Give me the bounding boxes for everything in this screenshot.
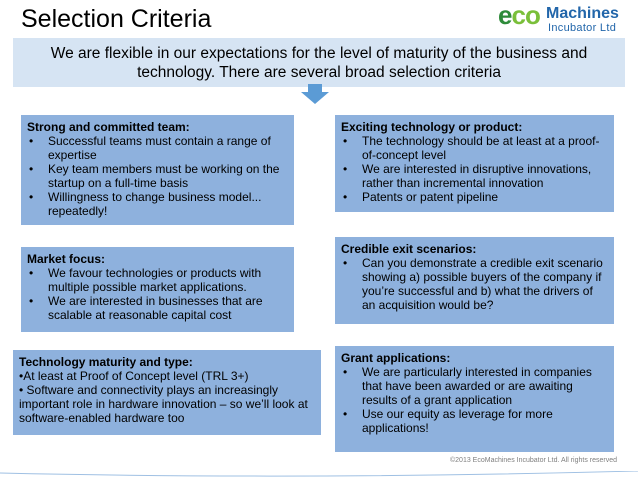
list-item: • Patents or patent pipeline	[343, 190, 499, 204]
criteria-box-grant	[335, 346, 614, 452]
slide-title: Selection Criteria	[21, 5, 212, 33]
list-item: • We favour technologies or products with multiple possible market applications.	[29, 266, 262, 294]
criteria-box-technology	[335, 115, 614, 212]
logo-tagline: Incubator Ltd	[548, 22, 617, 34]
list-item: • We are particularly interested in companies that have been awarded or are awaiting results of a grant application	[343, 365, 592, 407]
box-line: • Software and connectivity plays an increasingly important role in hardware innovation – so we’ll look at software-enabled hardware too	[19, 383, 308, 425]
list-item: • Use our equity as leverage for more applications!	[343, 407, 553, 435]
logo-name: Machines	[546, 5, 619, 22]
intro-text: We are flexible in our expectations for the level of maturity of the business and technology. There are several broad selection criteria	[50, 45, 588, 81]
intro-band	[13, 38, 625, 87]
criteria-list	[27, 134, 288, 218]
criteria-box-market	[21, 247, 294, 332]
criteria-box-team	[21, 115, 294, 225]
criteria-box-exit	[335, 237, 614, 324]
list-item: • Key team members must be working on the startup on a full-time basis	[29, 162, 280, 190]
criteria-box-maturity	[13, 350, 321, 435]
copyright-footer: ©2013 EcoMachines Incubator Ltd. All rights reserved	[450, 457, 618, 464]
box-line: •At least at Proof of Concept level (TRL 3+)	[19, 369, 249, 383]
box-heading: Technology maturity and type:	[19, 355, 193, 369]
list-item: • Willingness to change business model... repeatedly!	[29, 190, 262, 218]
list-item: • Successful teams must contain a range of expertise	[29, 134, 271, 162]
criteria-list	[341, 256, 608, 312]
box-heading: Credible exit scenarios:	[341, 242, 477, 256]
box-heading: Strong and committed team:	[27, 120, 190, 134]
criteria-list	[341, 365, 608, 435]
list-item: • We are interested in businesses that are scalable at reasonable capital cost	[29, 294, 263, 322]
list-item: • Can you demonstrate a credible exit scenario showing a) possible buyers of the company if you’re successful and b) what the drivers of an acquisition would be?	[343, 256, 603, 312]
company-logo	[498, 2, 632, 36]
footer-divider	[0, 471, 638, 479]
box-heading: Exciting technology or product:	[341, 120, 523, 134]
logo-mark: eco	[498, 0, 540, 30]
criteria-list	[27, 266, 288, 322]
list-item: • The technology should be at least at a proof-of-concept level	[343, 134, 600, 162]
criteria-list	[341, 134, 608, 204]
down-arrow-icon	[300, 84, 330, 104]
box-heading: Grant applications:	[341, 351, 451, 365]
box-heading: Market focus:	[27, 252, 106, 266]
list-item: • We are interested in disruptive innovations, rather than incremental innovation	[343, 162, 592, 190]
